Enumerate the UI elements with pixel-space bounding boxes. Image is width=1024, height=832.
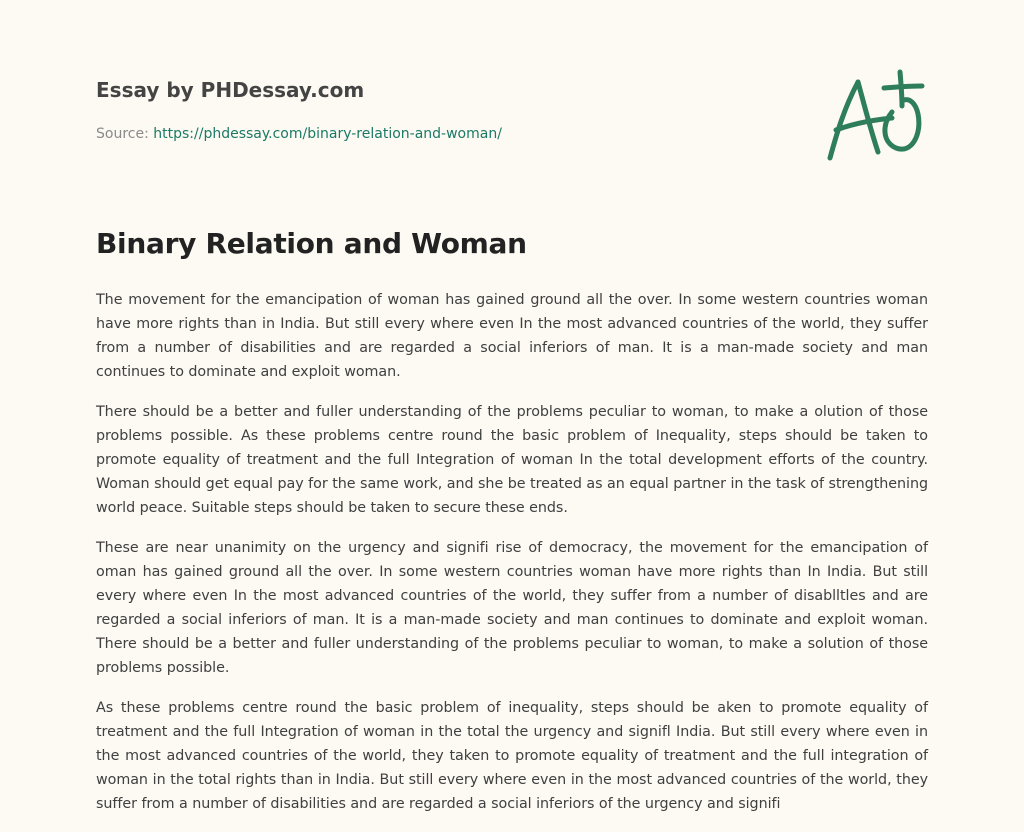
source-link[interactable]: https://phdessay.com/binary-relation-and-woman/ <box>153 126 502 142</box>
page-header <box>96 76 936 176</box>
source-line <box>96 124 502 144</box>
essay-paragraph-2: There should be a better and fuller understanding of the problems peculiar to woman, to make a olution of those problems possible. As these problems centre round the basic problem of Inequality, steps should be taken to promote equality of treatment and the full Integration of woman In the total development efforts of the country. Woman should get equal pay for the same work, and she be treated as an equal partner in the task of strengthening world peace. Suitable steps should be taken to secure these ends. <box>96 404 928 516</box>
essay-paragraph-4: As these problems centre round the basic problem of inequality, steps should be aken to promote equality of treatment and the full Integration of woman in the total the urgency and signifl India. But still every where even in the most advanced countries of the world, they taken to promote equality of treatment and the full integration of woman in the total rights than in India. But still every where even in the most advanced countries of the world, they suffer from a number of disabilities and are regarded a social inferiors of the urgency and signifi <box>96 700 928 812</box>
essay-paragraph-3: These are near unanimity on the urgency and signifi rise of democracy, the movement for the emancipation of oman has gained ground all the over. In some western countries woman have more rights than In India. But still every where even In the most advanced countries of the world, they suffer from a number of disablltles and are regarded a social inferiors of man. It is a man-made society and man continues to dominate and exploit woman. There should be a better and fuller understanding of the problems peculiar to woman, to make a solution of those problems possible. <box>96 540 928 676</box>
site-title: Essay by PHDessay.com <box>96 78 365 102</box>
essay-title: Binary Relation and Woman <box>96 227 527 260</box>
a-plus-grade-icon <box>822 68 926 164</box>
essay-content <box>96 224 928 832</box>
essay-paragraph-1: The movement for the emancipation of woman has gained ground all the over. In some western countries woman have more rights than in India. But still every where even In the most advanced countries of the world, they suffer from a number of disabilities and are regarded a social inferiors of man. It is a man-made society and man continues to dominate and exploit woman. <box>96 292 928 380</box>
source-label: Source: <box>96 126 154 142</box>
